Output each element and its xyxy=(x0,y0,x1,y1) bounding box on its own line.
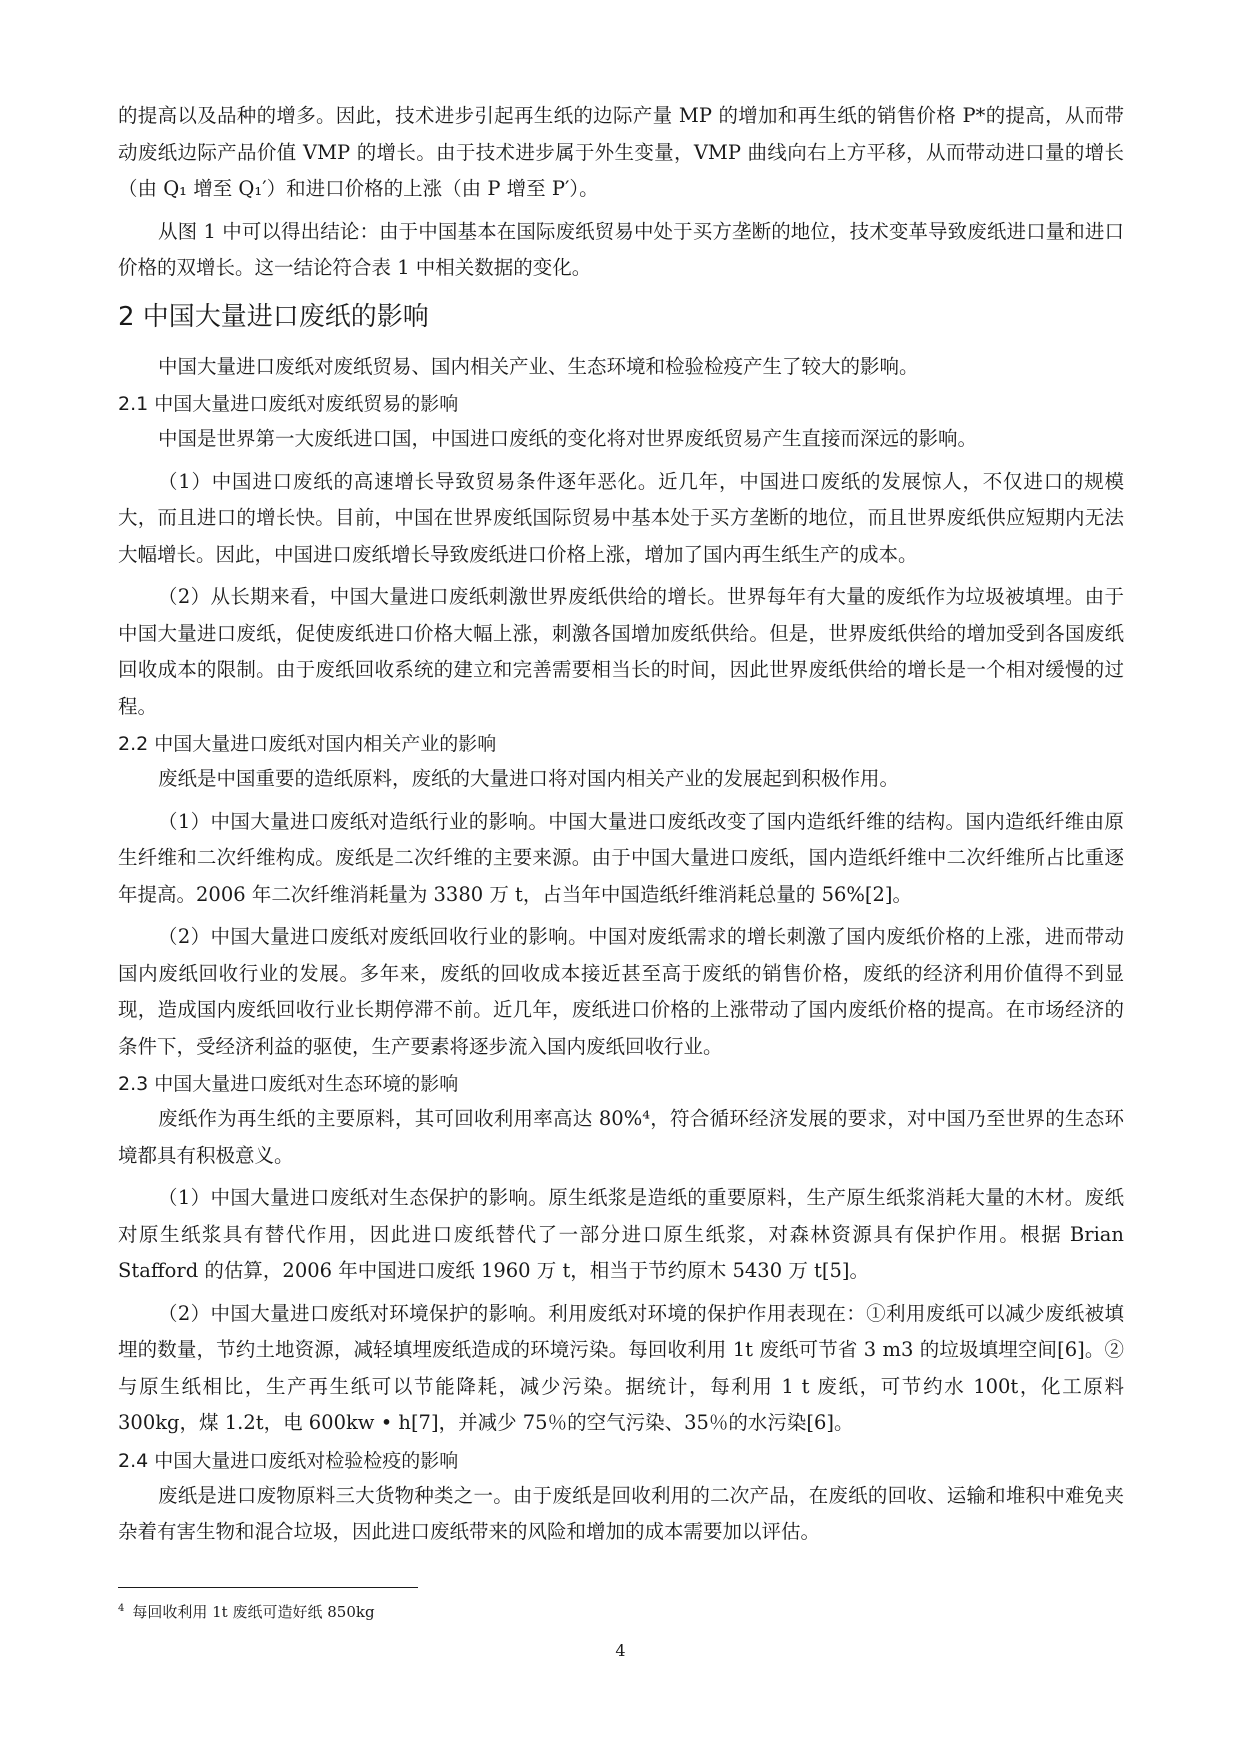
paragraph: （1）中国大量进口废纸对造纸行业的影响。中国大量进口废纸改变了国内造纸纤维的结构。国内造纸纤维由原生纤维和二次纤维构成。废纸是二次纤维的主要来源。由于中国大量进口废纸，国内造纸纤维中二次纤维所占比重逐年提高。2006 年二次纤维消耗量为 3380 万 t，占当年中国造纸纤维消耗总量的 56%[2]。 xyxy=(118,809,1124,906)
paragraph: （2）中国大量进口废纸对废纸回收行业的影响。中国对废纸需求的增长刺激了国内废纸价格的上涨，进而带动国内废纸回收行业的发展。多年来，废纸的回收成本接近甚至高于废纸的销售价格，废纸的经济利用价值得不到显现，造成国内废纸回收行业长期停滞不前。近几年，废纸进口价格的上涨带动了国内废纸价格的提高。在市场经济的条件下，受经济利益的驱使，生产要素将逐步流入国内废纸回收行业。 xyxy=(118,925,1124,1058)
paragraph: 从图 1 中可以得出结论：由于中国基本在国际废纸贸易中处于买方垄断的地位，技术变革导致废纸进口量和进口价格的双增长。这一结论符合表 1 中相关数据的变化。 xyxy=(118,219,1124,279)
paragraph: （1）中国大量进口废纸对生态保护的影响。原生纸浆是造纸的重要原料，生产原生纸浆消耗大量的木材。废纸对原生纸浆具有替代作用，因此进口废纸替代了一部分进口原生纸浆，对森林资源具有保护作用。根据 Brian Stafford 的估算，2006 年中国进口废纸 1960 万 t，相当于节约原木 5430 万 t[5]。 xyxy=(118,1186,1124,1282)
paragraph: 中国大量进口废纸对废纸贸易、国内相关产业、生态环境和检验检疫产生了较大的影响。 xyxy=(158,354,919,378)
paragraph: （2）从长期来看，中国大量进口废纸刺激世界废纸供给的增长。世界每年有大量的废纸作为垃圾被填埋。由于中国大量进口废纸，促使废纸进口价格大幅上涨，刺激各国增加废纸供给。但是，世界废纸供给的增加受到各国废纸回收成本的限制。由于废纸回收系统的建立和完善需要相当长的时间，因此世界废纸供给的增长是一个相对缓慢的过程。 xyxy=(118,585,1124,718)
subsection-heading: 2.4 中国大量进口废纸对检验检疫的影响 xyxy=(118,1449,459,1472)
paragraph: （1）中国进口废纸的高速增长导致贸易条件逐年恶化。近几年，中国进口废纸的发展惊人，不仅进口的规模大，而且进口的增长快。目前，中国在世界废纸国际贸易中基本处于买方垄断的地位，而且世界废纸供应短期内无法大幅增长。因此，中国进口废纸增长导致废纸进口价格上涨，增加了国内再生纸生产的成本。 xyxy=(118,469,1124,566)
footnote-marker: 4 xyxy=(118,1603,125,1614)
footnote-divider xyxy=(118,1587,418,1588)
paragraph: 废纸作为再生纸的主要原料，其可回收利用率高达 80%⁴，符合循环经济发展的要求，对中国乃至世界的生态环境都具有积极意义。 xyxy=(118,1107,1124,1167)
section-heading: 2 中国大量进口废纸的影响 xyxy=(118,301,429,332)
subsection-heading: 2.1 中国大量进口废纸对废纸贸易的影响 xyxy=(118,393,459,415)
paragraph: 废纸是进口废物原料三大货物种类之一。由于废纸是回收利用的二次产品，在废纸的回收、运输和堆积中难免夹杂着有害生物和混合垃圾，因此进口废纸带来的风险和增加的成本需要加以评估。 xyxy=(118,1483,1124,1543)
paragraph: 废纸是中国重要的造纸原料，废纸的大量进口将对国内相关产业的发展起到积极作用。 xyxy=(158,767,900,790)
paper-body xyxy=(118,98,1124,1551)
paragraph: （2）中国大量进口废纸对环境保护的影响。利用废纸对环境的保护作用表现在：①利用废纸可以减少废纸被填埋的数量，节约土地资源，减轻填埋废纸造成的环境污染。每回收利用 1t 废纸可节省 3 m3 的垃圾填埋空间[6]。②与原生纸相比，生产再生纸可以节能降耗，减少污染。据统计，每利用 1 t 废纸，可节约水 100t，化工原料 300kg，煤 1.2t，电 600kw • h[7]，并减少 75％的空气污染、35％的水污染[6]。 xyxy=(118,1301,1124,1434)
footnote-text: 每回收利用 1t 废纸可造好纸 850kg xyxy=(132,1603,375,1621)
page-number: 4 xyxy=(615,1641,626,1660)
subsection-heading: 2.2 中国大量进口废纸对国内相关产业的影响 xyxy=(118,733,497,755)
footnote xyxy=(118,1598,375,1623)
paragraph: 的提高以及品种的增多。因此，技术进步引起再生纸的边际产量 MP 的增加和再生纸的销售价格 P*的提高，从而带动废纸边际产品价值 VMP 的增长。由于技术进步属于外生变量，VMP 曲线向右上方平移，从而带动进口量的增长（由 Q₁ 增至 Q₁′）和进口价格的上涨（由 P 增至 P′）。 xyxy=(118,104,1124,200)
subsection-heading: 2.3 中国大量进口废纸对生态环境的影响 xyxy=(118,1073,459,1095)
paragraph: 中国是世界第一大废纸进口国，中国进口废纸的变化将对世界废纸贸易产生直接而深远的影响。 xyxy=(158,427,978,450)
